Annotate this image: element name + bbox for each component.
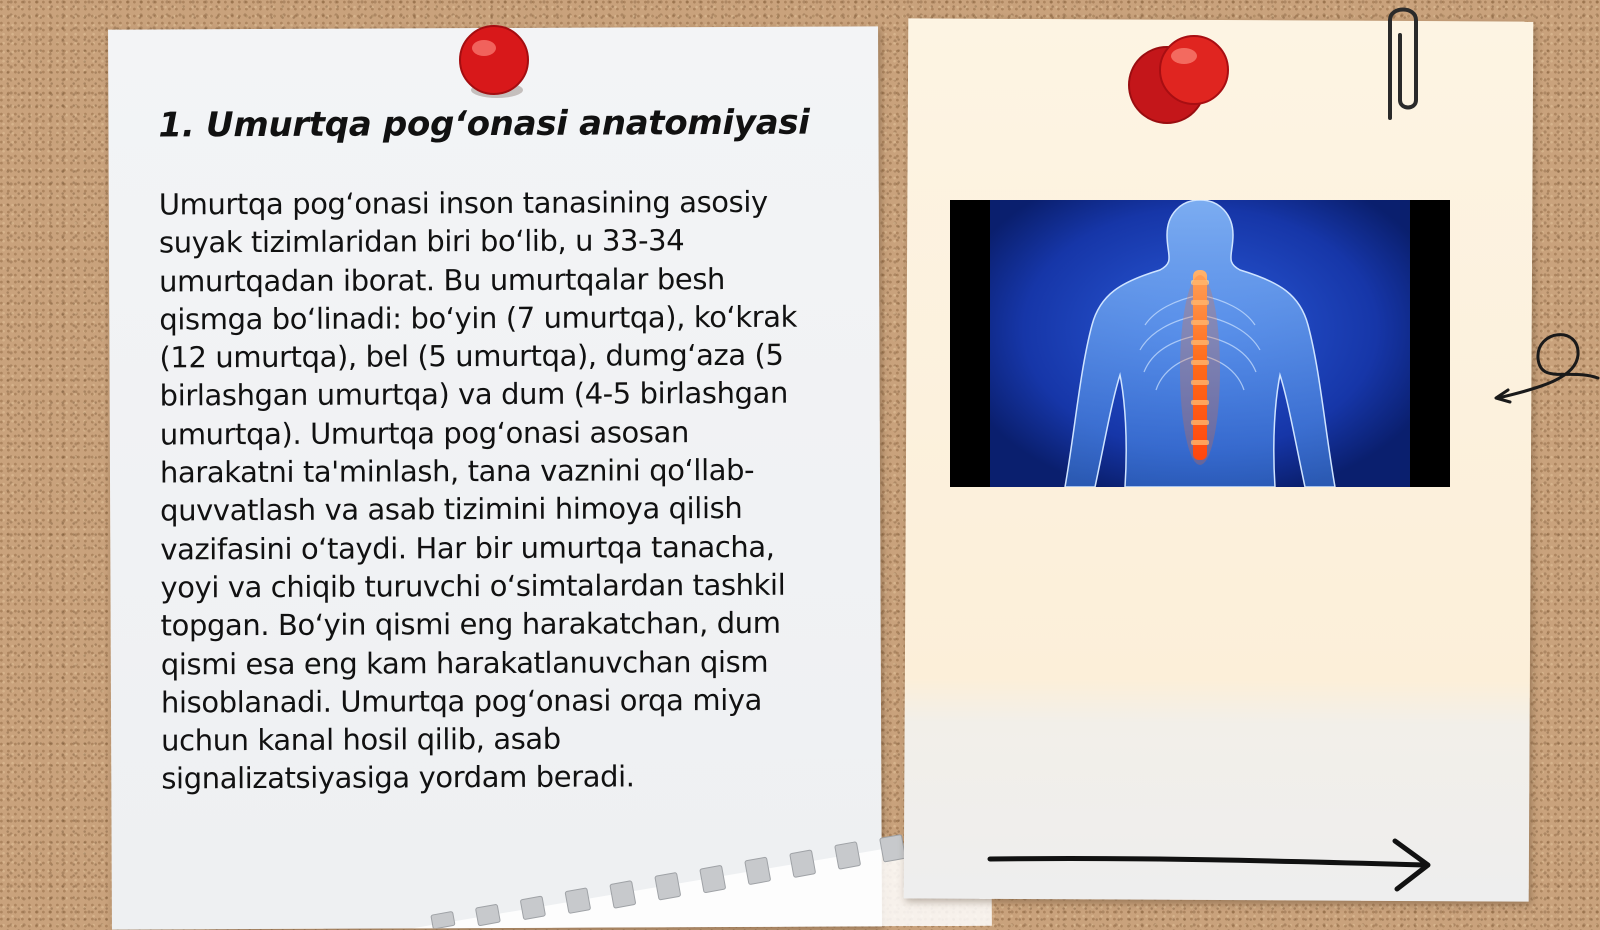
note-paper-left [108,26,882,929]
push-pin-icon [1122,30,1242,140]
push-pin-icon [452,20,536,104]
slide-title: 1. Umurtqa pog‘onasi anatomiyasi [158,102,810,146]
paper-clip-icon [1378,0,1428,130]
spine-anatomy-image [950,200,1450,487]
slide-body-text: Umurtqa pog‘onasi inson tanasining asosiy suyak tizimlaridan biri bo‘lib, u 33-34 umurtqadan iborat. Bu umurtqalar besh qismga bo‘linadi: bo‘yin (7 umurtqa), ko‘krak (12 umurtqa), bel (5 umurtqa), dumg‘aza (5 birlashgan umurtqa) va dum (4-5 birlashgan umurtqa). Umurtqa pog‘onasi asosan harakatni ta'minlash, tana vaznini qo‘llab- quvvatlash va asab tizimini himoya qilish vazifasini o‘taydi. Har bir umurtqa tanacha, yoyi va chiqib turuvchi o‘simtalardan tashkil topgan. Bo‘yin qismi eng harakatchan, dum qismi esa eng kam harakatlanuvchan qism hisoblanadi. Umurtqa pog‘onasi orqa miya uchun kanal hosil qilib, asab signalizatsiyasiga yordam beradi. [158,184,798,796]
scribble-arrow-icon [1480,310,1600,410]
arrow-right-icon[interactable] [985,835,1445,895]
